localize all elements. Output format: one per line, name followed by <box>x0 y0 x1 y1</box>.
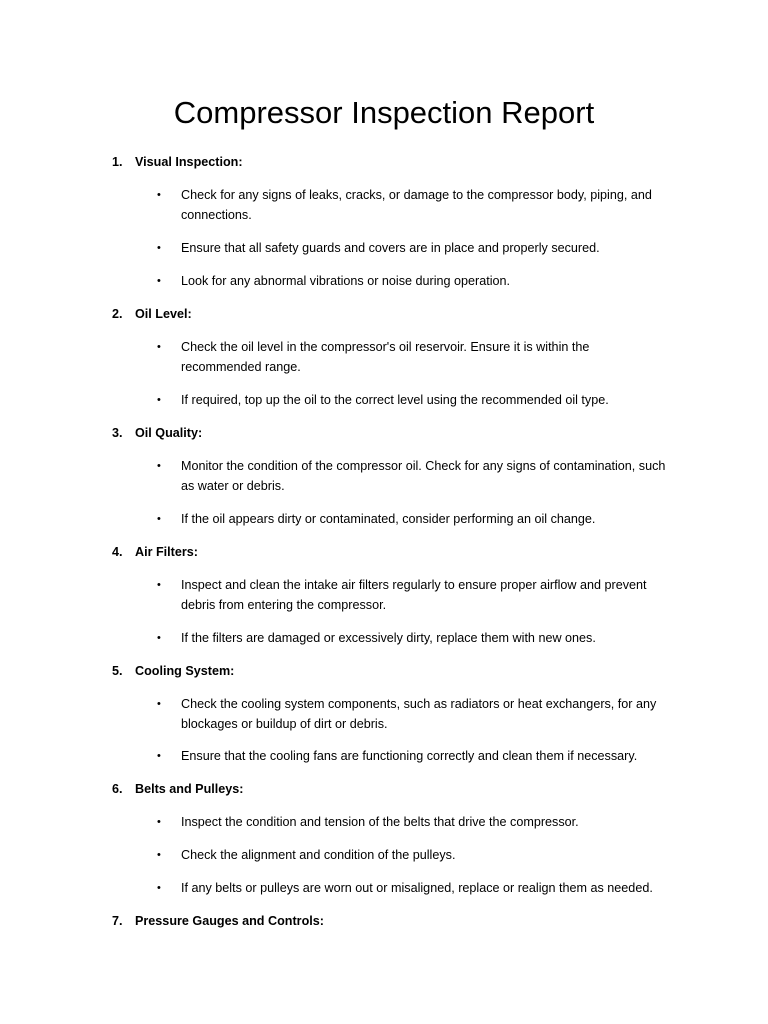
section-heading-text: Cooling System: <box>135 664 235 678</box>
list-item-text: If the filters are damaged or excessively dirty, replace them with new ones. <box>181 631 596 645</box>
list-item-text: Check the cooling system components, such as radiators or heat exchangers, for any blockages or buildup of dirt or debris. <box>181 697 657 731</box>
section-number: 6. <box>112 782 123 796</box>
list-item-text: Inspect and clean the intake air filters regularly to ensure proper airflow and prevent debris from entering the compressor. <box>181 578 647 612</box>
section-number: 2. <box>112 307 123 321</box>
section-heading-text: Pressure Gauges and Controls: <box>135 914 324 928</box>
section-number: 5. <box>112 664 123 678</box>
section-heading-cooling-system <box>112 661 234 681</box>
bullet-marker: • <box>157 341 161 353</box>
bullet-marker: • <box>157 242 161 254</box>
section-heading-air-filters <box>112 542 198 562</box>
section-heading-belts-and-pulleys <box>112 779 243 799</box>
bullet-marker: • <box>157 579 161 591</box>
list-item-text: Inspect the condition and tension of the belts that drive the compressor. <box>181 815 579 829</box>
bullet-marker: • <box>157 189 161 201</box>
section-heading-text: Oil Quality: <box>135 426 203 440</box>
section-heading-text: Air Filters: <box>135 545 198 559</box>
section-heading-text: Belts and Pulleys: <box>135 782 244 796</box>
section-heading-oil-quality <box>112 423 202 443</box>
section-heading-text: Oil Level: <box>135 307 192 321</box>
section-number: 1. <box>112 155 123 169</box>
section-heading-oil-level <box>112 304 192 324</box>
bullet-marker: • <box>157 513 161 525</box>
list-item-text: Monitor the condition of the compressor oil. Check for any signs of contamination, such as water or debris. <box>181 459 666 493</box>
list-item-text: Look for any abnormal vibrations or noise during operation. <box>181 274 511 288</box>
bullet-marker: • <box>157 849 161 861</box>
list-item-text: If any belts or pulleys are worn out or misaligned, replace or realign them as needed. <box>181 881 653 895</box>
list-item-text: Ensure that all safety guards and covers are in place and properly secured. <box>181 241 600 255</box>
bullet-marker: • <box>157 750 161 762</box>
page-title: Compressor Inspection Report <box>173 95 595 130</box>
bullet-marker: • <box>157 816 161 828</box>
section-number: 4. <box>112 545 123 559</box>
section-number: 3. <box>112 426 123 440</box>
list-item-text: If required, top up the oil to the correct level using the recommended oil type. <box>181 393 609 407</box>
list-item-text: Check the alignment and condition of the pulleys. <box>181 848 456 862</box>
section-heading-visual-inspection <box>112 152 243 172</box>
bullet-marker: • <box>157 882 161 894</box>
list-item-text: If the oil appears dirty or contaminated, consider performing an oil change. <box>181 512 596 526</box>
list-item-text: Check the oil level in the compressor's oil reservoir. Ensure it is within the recommended range. <box>181 340 590 374</box>
list-item-text: Check for any signs of leaks, cracks, or damage to the compressor body, piping, and connections. <box>181 188 652 222</box>
list-item-text: Ensure that the cooling fans are functioning correctly and clean them if necessary. <box>181 749 638 763</box>
section-number: 7. <box>112 914 123 928</box>
bullet-marker: • <box>157 394 161 406</box>
section-heading-text: Visual Inspection: <box>135 155 243 169</box>
bullet-marker: • <box>157 460 161 472</box>
bullet-marker: • <box>157 632 161 644</box>
bullet-marker: • <box>157 275 161 287</box>
section-heading-pressure-gauges-and-controls <box>112 911 324 931</box>
bullet-marker: • <box>157 698 161 710</box>
